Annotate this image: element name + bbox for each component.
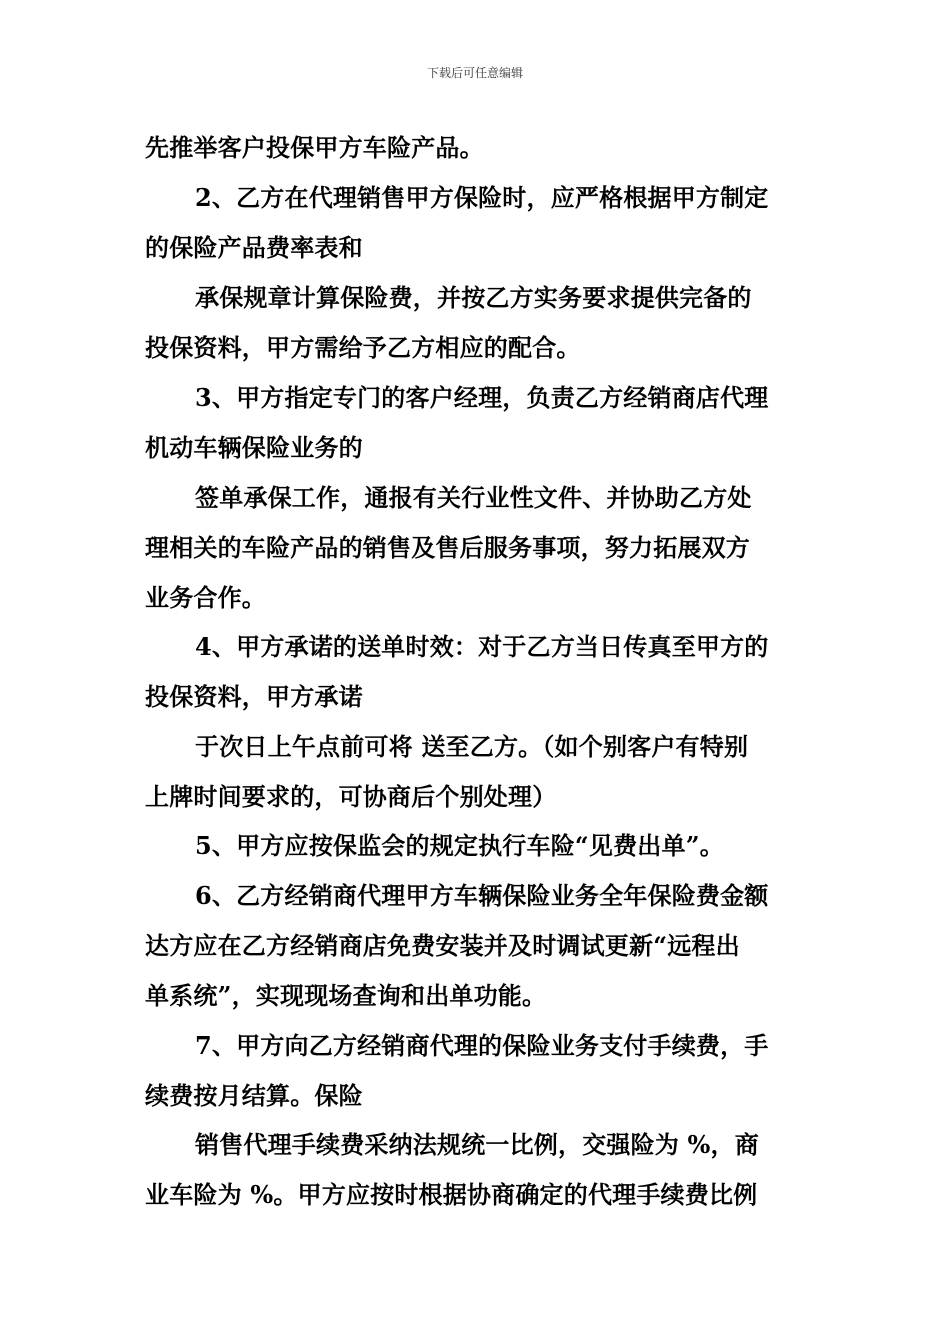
text-line: 理相关的车险产品的销售及售后服务事项，努力拓展双方 [145, 533, 750, 562]
text-line: 续费按月结算。保险 [145, 1081, 363, 1110]
text-line: 上牌时间要求的，可协商后个别处理） [145, 782, 557, 811]
text-line: 投保资料，甲方需给予乙方相应的配合。 [145, 333, 581, 362]
text-line: 7、甲方向乙方经销商代理的保险业务支付手续费，手 [195, 1031, 769, 1060]
text-line: 业务合作。 [145, 583, 266, 612]
text-line: 先推举客户投保甲方车险产品。 [145, 133, 484, 162]
text-line: 承保规章计算保险费，并按乙方实务要求提供完备的 [195, 283, 752, 312]
text-line: 于次日上午点前可将 送至乙方。（如个别客户有特别 [195, 732, 749, 761]
text-line: 单系统”，实现现场查询和出单功能。 [145, 981, 547, 1010]
text-line: 业车险为 %。甲方应按时根据协商确定的代理手续费比例 [145, 1180, 758, 1209]
text-line: 3、甲方指定专门的客户经理，负责乙方经销商店代理 [195, 383, 769, 412]
text-line: 销售代理手续费采纳法规统一比例，交强险为 %，商 [195, 1130, 759, 1159]
page-header: 下载后可任意编辑 [426, 66, 523, 80]
text-line: 机动车辆保险业务的 [145, 433, 363, 462]
text-line: 达方应在乙方经销商店免费安装并及时调试更新“远程出 [145, 931, 740, 960]
text-line: 的保险产品费率表和 [145, 233, 363, 262]
text-line: 2、乙方在代理销售甲方保险时，应严格根据甲方制定 [195, 183, 769, 212]
text-line: 签单承保工作，通报有关行业性文件、并协助乙方处 [195, 483, 752, 512]
text-line: 投保资料，甲方承诺 [145, 682, 363, 711]
text-line: 4、甲方承诺的送单时效：对于乙方当日传真至甲方的 [195, 632, 769, 661]
text-line: 5、甲方应按保监会的规定执行车险“见费出单”。 [195, 831, 724, 860]
text-line: 6、乙方经销商代理甲方车辆保险业务全年保险费金额 [195, 881, 769, 910]
